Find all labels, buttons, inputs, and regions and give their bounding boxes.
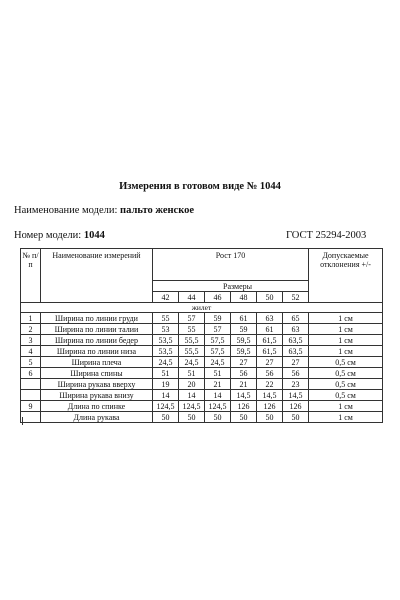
table-row (21, 401, 383, 412)
tolerance-value: 1 см (309, 412, 383, 423)
measurement-value: 19 (153, 379, 179, 390)
measurement-value: 63,5 (283, 346, 309, 357)
table-row (21, 412, 383, 423)
measurement-value: 63 (283, 324, 309, 335)
measurement-value: 61,5 (257, 346, 283, 357)
model-name-label: Наименование модели: (14, 205, 118, 216)
measurement-value: 63,5 (283, 335, 309, 346)
measurement-value: 124,5 (153, 401, 179, 412)
measurement-value: 14 (205, 390, 231, 401)
measurement-value: 51 (205, 368, 231, 379)
table-row (21, 357, 383, 368)
header-num: № п/п (21, 249, 41, 303)
measurement-value: 24,5 (153, 357, 179, 368)
measurement-value: 14,5 (231, 390, 257, 401)
measurement-value: 27 (283, 357, 309, 368)
header-measurement-name: Наименование измерений (41, 249, 153, 303)
table-row (21, 335, 383, 346)
measurement-value: 57,5 (205, 346, 231, 357)
row-number: 2 (21, 324, 41, 335)
measurement-value: 50 (257, 412, 283, 423)
measurement-value: 53 (153, 324, 179, 335)
measurement-name: Ширина рукава вверху (41, 379, 153, 390)
measurement-value: 24,5 (179, 357, 205, 368)
tolerance-value: 0,5 см (309, 390, 383, 401)
measurement-value: 20 (179, 379, 205, 390)
measurement-value: 61,5 (257, 335, 283, 346)
size-48: 48 (231, 292, 257, 303)
measurement-value: 50 (283, 412, 309, 423)
measurement-value: 63 (257, 313, 283, 324)
size-52: 52 (283, 292, 309, 303)
measurement-value: 56 (283, 368, 309, 379)
size-42: 42 (153, 292, 179, 303)
tolerance-value: 1 см (309, 313, 383, 324)
measurement-value: 51 (179, 368, 205, 379)
measurement-name: Ширина спины (41, 368, 153, 379)
measurement-value: 126 (283, 401, 309, 412)
measurement-name: Ширина по линии груди (41, 313, 153, 324)
measurement-value: 57 (179, 313, 205, 324)
tolerance-value: 1 см (309, 346, 383, 357)
measurement-value: 24,5 (205, 357, 231, 368)
row-number (21, 379, 41, 390)
measurement-value: 57,5 (205, 335, 231, 346)
measurement-value: 14 (179, 390, 205, 401)
measurement-value: 21 (231, 379, 257, 390)
measurement-value: 51 (153, 368, 179, 379)
measurement-name: Ширина по линии бедер (41, 335, 153, 346)
tolerance-value: 1 см (309, 335, 383, 346)
tolerance-value: 0,5 см (309, 357, 383, 368)
measurement-value: 50 (231, 412, 257, 423)
measurement-value: 61 (257, 324, 283, 335)
measurement-name: Ширина по линии талии (41, 324, 153, 335)
model-name-value: пальто женское (120, 205, 195, 216)
header-height: Рост 170 (153, 249, 309, 281)
tolerance-value: 1 см (309, 324, 383, 335)
measurement-name: Ширина по линии низа (41, 346, 153, 357)
measurement-value: 61 (231, 313, 257, 324)
measurement-value: 56 (257, 368, 283, 379)
model-number-label: Номер модели: (14, 230, 82, 241)
measurement-value: 50 (153, 412, 179, 423)
table-row (21, 346, 383, 357)
measurement-value: 55 (179, 324, 205, 335)
tolerance-value: 0,5 см (309, 379, 383, 390)
row-number: 3 (21, 335, 41, 346)
measurement-value: 59,5 (231, 346, 257, 357)
measurement-value: 56 (231, 368, 257, 379)
row-number: 4 (21, 346, 41, 357)
measurement-value: 55,5 (179, 335, 205, 346)
measurement-name: Ширина рукава внизу (41, 390, 153, 401)
measurement-value: 57 (205, 324, 231, 335)
text-cursor (22, 417, 23, 425)
measurement-value: 55,5 (179, 346, 205, 357)
measurement-value: 59 (205, 313, 231, 324)
gost-label: ГОСТ 25294-2003 (286, 230, 367, 241)
size-50: 50 (257, 292, 283, 303)
section-vest: жилет (21, 303, 383, 313)
measurement-value: 27 (257, 357, 283, 368)
model-number-value: 1044 (83, 230, 105, 241)
table-row (21, 379, 383, 390)
row-number: 1 (21, 313, 41, 324)
model-number-line (14, 230, 105, 241)
row-number (21, 390, 41, 401)
table-row (21, 390, 383, 401)
measurement-value: 14 (153, 390, 179, 401)
measurement-value: 21 (205, 379, 231, 390)
measurement-value: 55 (153, 313, 179, 324)
measurement-value: 124,5 (205, 401, 231, 412)
measurement-value: 50 (205, 412, 231, 423)
measurement-value: 65 (283, 313, 309, 324)
measurement-value: 59 (231, 324, 257, 335)
row-number: 5 (21, 357, 41, 368)
row-number: 9 (21, 401, 41, 412)
measurement-value: 50 (179, 412, 205, 423)
tolerance-value: 1 см (309, 401, 383, 412)
measurement-value: 14,5 (283, 390, 309, 401)
measurement-value: 126 (257, 401, 283, 412)
model-name-line (14, 205, 194, 216)
document-title: Измерения в готовом виде № 1044 (119, 181, 281, 192)
size-44: 44 (179, 292, 205, 303)
row-number: 6 (21, 368, 41, 379)
measurement-value: 126 (231, 401, 257, 412)
measurement-value: 23 (283, 379, 309, 390)
measurements-table (20, 248, 383, 423)
header-tolerance: Допускаемые отклонения +/- (309, 249, 383, 303)
measurement-name: Длина по спинке (41, 401, 153, 412)
measurement-value: 124,5 (179, 401, 205, 412)
measurement-name: Длина рукава (41, 412, 153, 423)
table-row (21, 313, 383, 324)
measurement-value: 53,5 (153, 335, 179, 346)
tolerance-value: 0,5 см (309, 368, 383, 379)
row-number (21, 412, 41, 423)
measurement-value: 53,5 (153, 346, 179, 357)
size-46: 46 (205, 292, 231, 303)
measurement-name: Ширина плеча (41, 357, 153, 368)
table-row (21, 324, 383, 335)
measurement-value: 27 (231, 357, 257, 368)
measurement-value: 14,5 (257, 390, 283, 401)
measurement-value: 22 (257, 379, 283, 390)
header-sizes: Размеры (153, 281, 309, 292)
table-row (21, 368, 383, 379)
measurement-value: 59,5 (231, 335, 257, 346)
